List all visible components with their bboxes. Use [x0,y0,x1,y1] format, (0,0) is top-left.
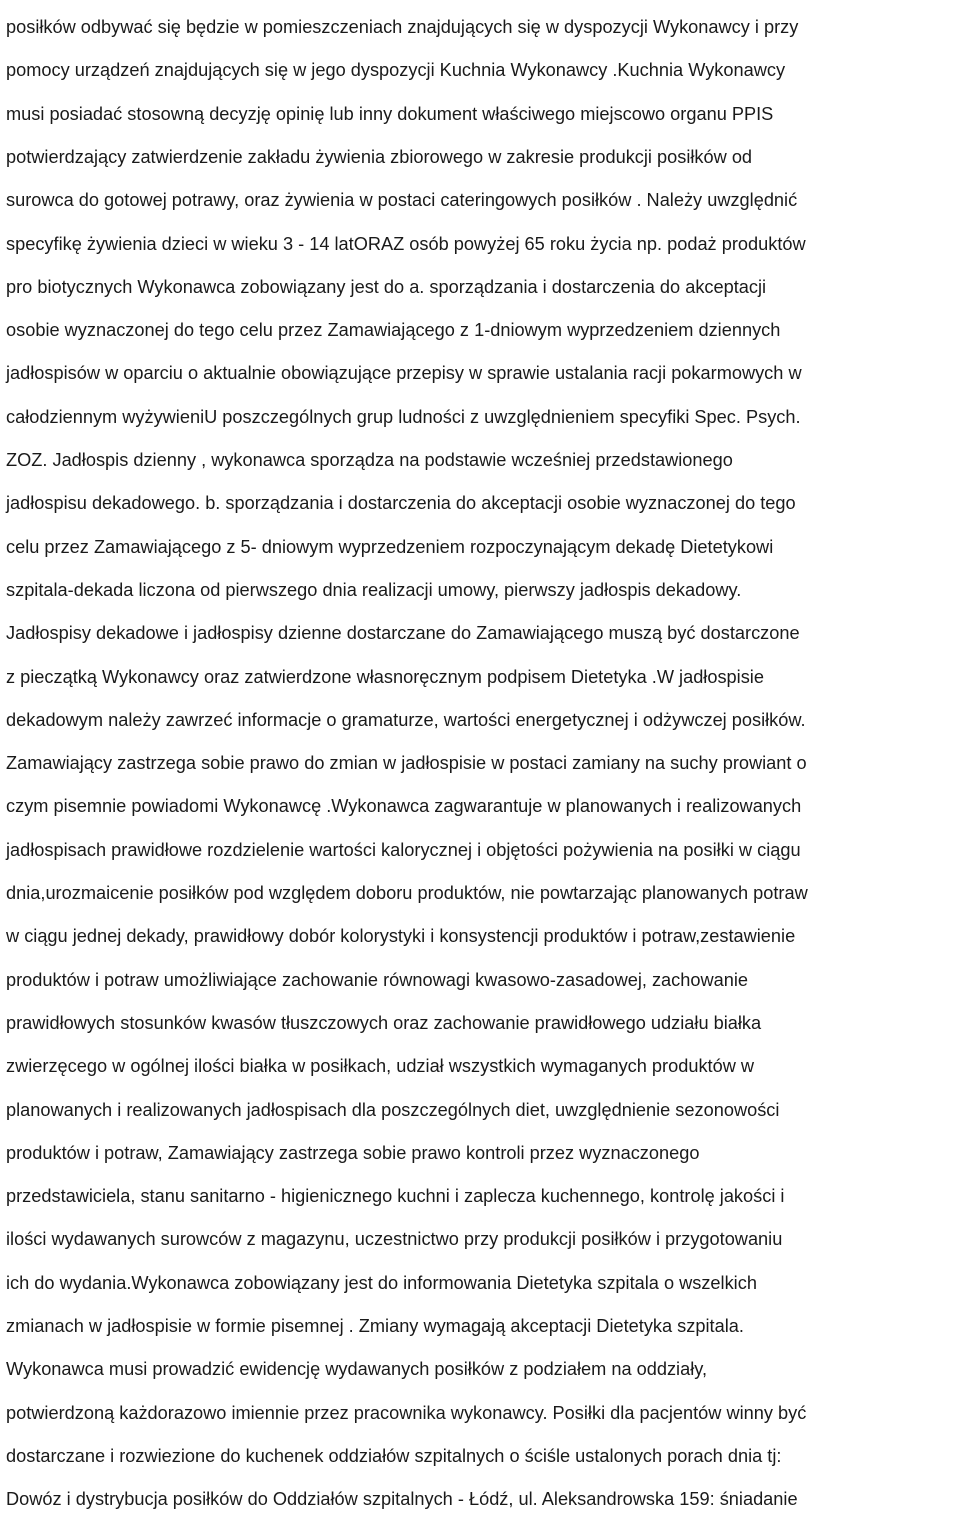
body-text-line: musi posiadać stosowną decyzję opinię lub inny dokument właściwego miejscowo organu PPIS [6,103,774,124]
body-text-line: pomocy urządzeń znajdujących się w jego dyspozycji Kuchnia Wykonawcy .Kuchnia Wykonawcy [6,60,786,81]
body-text-line: celu przez Zamawiającego z 5- dniowym wyprzedzeniem rozpoczynającym dekadę Dietetykowi [6,536,774,557]
body-text-line: surowca do gotowej potrawy, oraz żywienia w postaci cateringowych posiłków . Należy uwzględnić [6,190,798,211]
body-text-line: w ciągu jednej dekady, prawidłowy dobór kolorystyki i konsystencji produktów i potraw,zestawienie [6,926,796,947]
body-text-line: osobie wyznaczonej do tego celu przez Zamawiającego z 1-dniowym wyprzedzeniem dziennych [6,320,781,341]
body-text-line: ilości wydawanych surowców z magazynu, uczestnictwo przy produkcji posiłków i przygotowaniu [6,1229,783,1250]
body-text-line: jadłospisów w oparciu o aktualnie obowiązujące przepisy w sprawie ustalania racji pokarmowych w [6,363,802,384]
body-text-line: dostarczane i rozwiezione do kuchenek oddziałów szpitalnych o ściśle ustalonych porach dnia tj: [6,1445,782,1466]
body-text-line: jadłospisu dekadowego. b. sporządzania i dostarczenia do akceptacji osobie wyznaczonej do tego [6,493,796,514]
body-text-line: zmianach w jadłospisie w formie pisemnej . Zmiany wymagają akceptacji Dietetyka szpitala. [6,1316,744,1336]
body-text-line: jadłospisach prawidłowe rozdzielenie wartości kalorycznej i objętości pożywienia na posiłki w ciągu [6,839,801,860]
body-text-line: z pieczątką Wykonawcy oraz zatwierdzone własnoręcznym podpisem Dietetyka .W jadłospisie [6,666,764,687]
body-text-line: planowanych i realizowanych jadłospisach dla poszczególnych diet, uwzględnienie sezonowości [6,1099,780,1120]
body-text-line: całodziennym wyżywieniU poszczególnych grup ludności z uwzględnieniem specyfiki Spec. Psych. [6,406,801,427]
body-text-line: ZOZ. Jadłospis dzienny , wykonawca sporządza na podstawie wcześniej przedstawionego [6,450,733,470]
body-text-line: potwierdzoną każdorazowo imiennie przez pracownika wykonawcy. Posiłki dla pacjentów winny być [6,1402,807,1423]
body-text-line: dnia,urozmaicenie posiłków pod względem doboru produktów, nie powtarzając planowanych potraw [6,883,808,903]
body-text-line: przedstawiciela, stanu sanitarno - higienicznego kuchni i zaplecza kuchennego, kontrolę jakości i [6,1186,785,1207]
body-text-line: produktów i potraw umożliwiające zachowanie równowagi kwasowo-zasadowej, zachowanie [6,969,749,990]
body-text-line: Zamawiający zastrzega sobie prawo do zmian w jadłospisie w postaci zamiany na suchy prowiant o [6,753,807,774]
body-text-line: czym pisemnie powiadomi Wykonawcę .Wykonawca zagwarantuje w planowanych i realizowanych [6,796,802,817]
body-text-line: potwierdzający zatwierdzenie zakładu żywienia zbiorowego w zakresie produkcji posiłków od [6,146,753,167]
body-text-line: zwierzęcego w ogólnej ilości białka w posiłkach, udział wszystkich wymaganych produktów w [6,1056,755,1077]
body-text-line: posiłków odbywać się będzie w pomieszczeniach znajdujących się w dyspozycji Wykonawcy i przy [6,17,799,37]
body-text-line: dekadowym należy zawrzeć informacje o gramaturze, wartości energetycznej i odżywczej posiłków. [6,709,806,730]
body-text-line: specyfikę żywienia dzieci w wieku 3 - 14 latORAZ osób powyżej 65 roku życia np. podaż produktów [6,233,806,254]
body-text-line: Jadłospisy dekadowe i jadłospisy dzienne dostarczane do Zamawiającego muszą być dostarczone [6,623,800,644]
body-text-line: szpitala-dekada liczona od pierwszego dnia realizacji umowy, pierwszy jadłospis dekadowy. [6,579,742,600]
body-text-line: prawidłowych stosunków kwasów tłuszczowych oraz zachowanie prawidłowego udziału białka [6,1012,762,1033]
body-text-line: produktów i potraw, Zamawiający zastrzega sobie prawo kontroli przez wyznaczonego [6,1142,700,1163]
body-text-line: ich do wydania.Wykonawca zobowiązany jest do informowania Dietetyka szpitala o wszelkich [6,1272,757,1293]
body-text-line: pro biotycznych Wykonawca zobowiązany jest do a. sporządzania i dostarczenia do akceptacji [6,276,767,297]
body-text-line: Wykonawca musi prowadzić ewidencję wydawanych posiłków z podziałem na oddziały, [6,1359,708,1380]
body-text-line: Dowóz i dystrybucja posiłków do Oddziałów szpitalnych - Łódź, ul. Aleksandrowska 159: śniadanie [6,1489,798,1510]
